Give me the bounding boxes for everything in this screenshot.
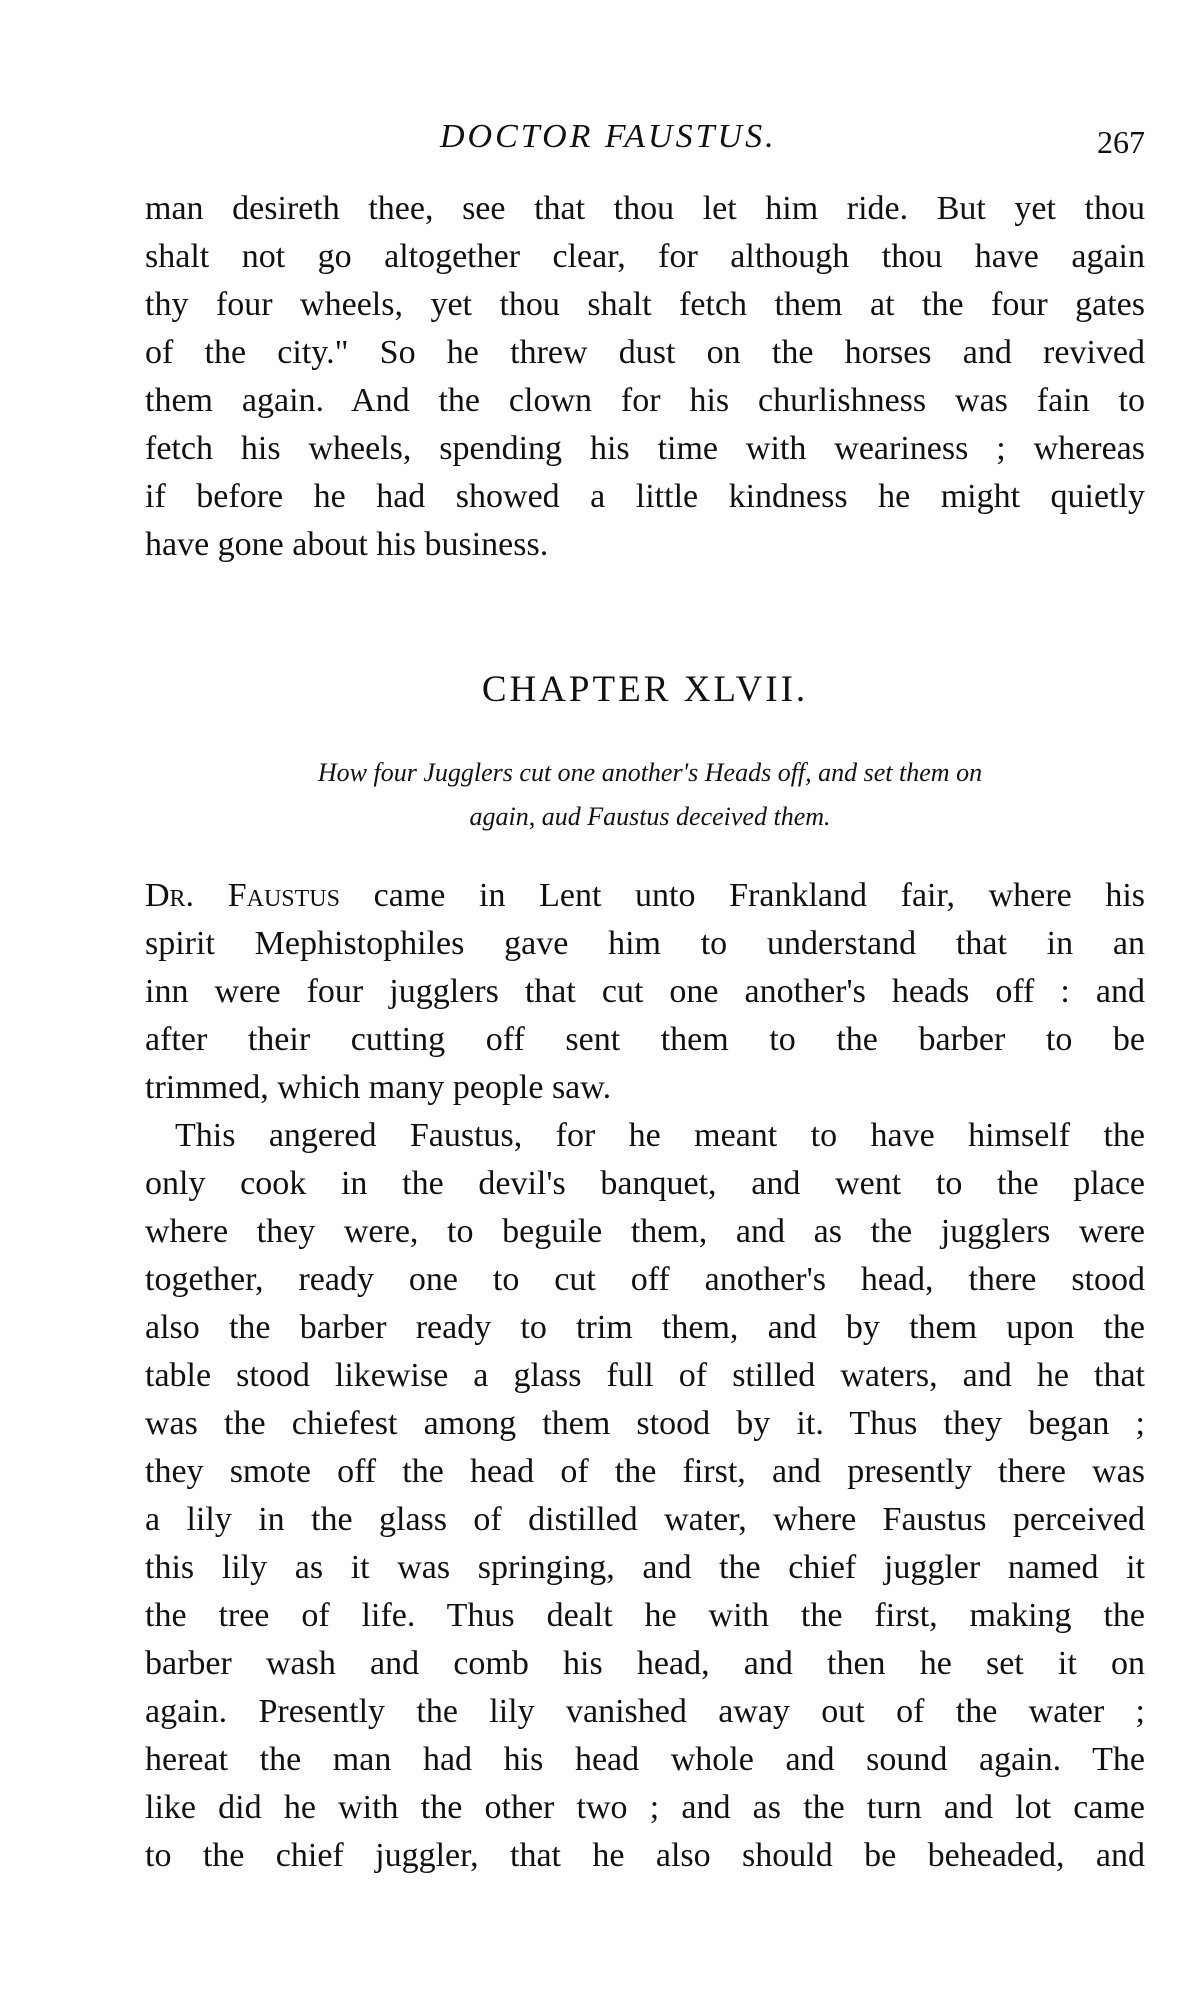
text-line: this lily as it was springing, and the chief juggler named it bbox=[145, 1549, 1145, 1586]
text-line: to the chief juggler, that he also should be beheaded, and bbox=[145, 1837, 1145, 1874]
continued-paragraph bbox=[145, 185, 1145, 569]
text-line: the tree of life. Thus dealt he with the first, making the bbox=[145, 1597, 1145, 1634]
text-line: shalt not go altogether clear, for although thou have again bbox=[145, 238, 1145, 275]
chapter-subtitle-line: again, aud Faustus deceived them. bbox=[469, 802, 831, 831]
text-line: spirit Mephistophiles gave him to understand that in an bbox=[145, 925, 1145, 962]
text-line: fetch his wheels, spending his time with weariness ; whereas bbox=[145, 430, 1145, 467]
chapter-title: CHAPTER XLVII. bbox=[481, 669, 809, 710]
chapter-subtitle-line: How four Jugglers cut one another's Heads off, and set them on bbox=[317, 758, 983, 787]
text-line: again. Presently the lily vanished away out of the water ; bbox=[145, 1693, 1145, 1730]
text-line: table stood likewise a glass full of stilled waters, and he that bbox=[145, 1357, 1145, 1394]
text-line: inn were four jugglers that cut one another's heads off : and bbox=[145, 973, 1145, 1010]
text-line: a lily in the glass of distilled water, where Faustus perceived bbox=[145, 1501, 1145, 1538]
running-head bbox=[145, 118, 1145, 178]
text-line: together, ready one to cut off another's head, there stood bbox=[145, 1261, 1145, 1298]
chapter-subtitle bbox=[210, 751, 1090, 839]
text-line: thy four wheels, yet thou shalt fetch them at the four gates bbox=[145, 286, 1145, 323]
text-line: of the city." So he threw dust on the horses and revived bbox=[145, 334, 1145, 371]
text-line: where they were, to beguile them, and as the jugglers were bbox=[145, 1213, 1145, 1250]
running-title: DOCTOR FAUSTUS. bbox=[440, 118, 777, 155]
text-line: them again. And the clown for his churlishness was fain to bbox=[145, 382, 1145, 419]
text-line: This angered Faustus, for he meant to have himself the bbox=[175, 1117, 1145, 1154]
paragraph-opening-line bbox=[145, 872, 1145, 920]
text-line: was the chiefest among them stood by it. Thus they began ; bbox=[145, 1405, 1145, 1442]
text-line: after their cutting off sent them to the barber to be bbox=[145, 1021, 1145, 1058]
text-line: trimmed, which many people saw. bbox=[145, 1069, 612, 1106]
text-line: have gone about his business. bbox=[145, 526, 549, 563]
opening-line-rest: came in Lent unto Frankland fair, where his bbox=[339, 877, 1145, 914]
opening-smallcaps: Dr. Faustus bbox=[145, 877, 340, 914]
text-line: barber wash and comb his head, and then he set it on bbox=[145, 1645, 1145, 1682]
text-line: hereat the man had his head whole and sound again. The bbox=[145, 1741, 1145, 1778]
text-line: only cook in the devil's banquet, and went to the place bbox=[145, 1165, 1145, 1202]
text-line: they smote off the head of the first, and presently there was bbox=[145, 1453, 1145, 1490]
text-line: like did he with the other two ; and as the turn and lot came bbox=[145, 1789, 1145, 1826]
chapter-body bbox=[145, 872, 1145, 1880]
text-line: also the barber ready to trim them, and by them upon the bbox=[145, 1309, 1145, 1346]
page-number: 267 bbox=[1097, 124, 1145, 160]
text-line: if before he had showed a little kindness he might quietly bbox=[145, 478, 1145, 515]
text-line: man desireth thee, see that thou let him ride. But yet thou bbox=[145, 190, 1145, 227]
